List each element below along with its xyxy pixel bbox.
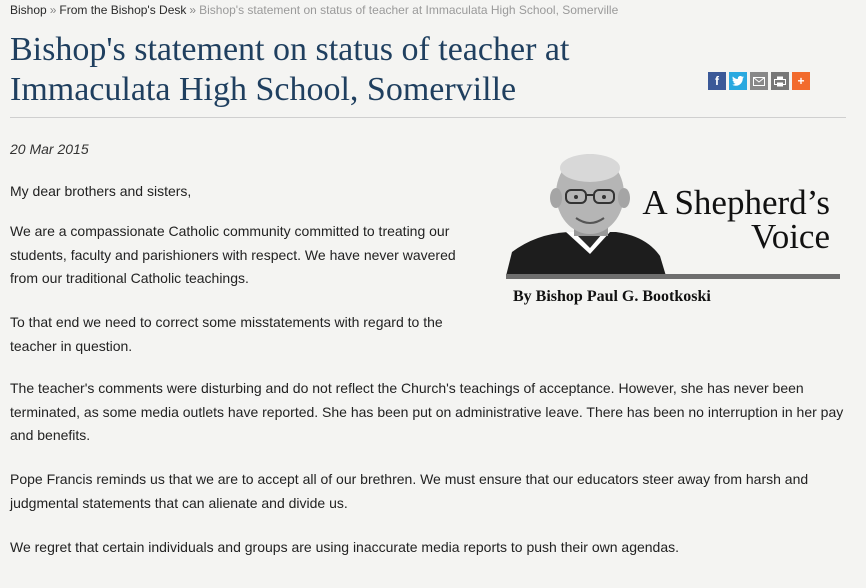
print-icon[interactable]	[771, 72, 789, 90]
banner-title-line1: A Shepherd’s	[642, 183, 830, 222]
article-paragraph: To that end we need to correct some misstatements with regard to the teacher in question.	[10, 314, 443, 354]
share-bar	[708, 72, 810, 90]
breadcrumb-separator: »	[49, 3, 57, 17]
banner-title-line2: Voice	[750, 217, 830, 256]
article-paragraph: Pope Francis reminds us that we are to accept all of our brethren. We must ensure that our educators steer away from harsh and judgmental statements that can alienate and divide us.	[10, 471, 809, 511]
article-paragraph: My dear brothers and sisters,	[10, 183, 192, 199]
page-title-line2: Immaculata High School, Somerville	[10, 71, 517, 108]
article-paragraph: We regret that certain individuals and groups are using inaccurate media reports to push their own agendas.	[10, 539, 680, 555]
breadcrumb-current: Bishop's statement on status of teacher at Immaculata High School, Somerville	[199, 3, 619, 17]
shepherds-voice-banner	[506, 148, 840, 280]
article-paragraph: We are a compassionate Catholic community committed to treating our students, faculty and parishioners with respect. We have never wavered from our traditional Catholic teachings.	[10, 223, 456, 286]
title-divider	[10, 117, 846, 118]
email-icon[interactable]	[750, 72, 768, 90]
page-title	[10, 30, 710, 110]
banner-byline: By Bishop Paul G. Bootkoski	[513, 288, 711, 305]
banner-title	[590, 183, 830, 256]
breadcrumb-bishop[interactable]: Bishop	[10, 3, 47, 17]
twitter-icon[interactable]	[729, 72, 747, 90]
page-title-line1: Bishop's statement on status of teacher at	[10, 31, 570, 68]
breadcrumb-separator: »	[189, 3, 197, 17]
facebook-icon[interactable]: f	[708, 72, 726, 90]
plus-icon[interactable]: +	[792, 72, 810, 90]
breadcrumb-bishops-desk[interactable]: From the Bishop's Desk	[59, 3, 187, 17]
breadcrumb	[10, 3, 618, 17]
article-paragraph: The teacher's comments were disturbing and do not reflect the Church's teachings of acceptance. However, she has never been terminated, as some media outlets have reported. She has been put on administrative leave. There has been no interruption in her pay and benefits.	[10, 380, 844, 443]
banner-underline	[506, 274, 840, 279]
article-date: 20 Mar 2015	[10, 141, 89, 157]
